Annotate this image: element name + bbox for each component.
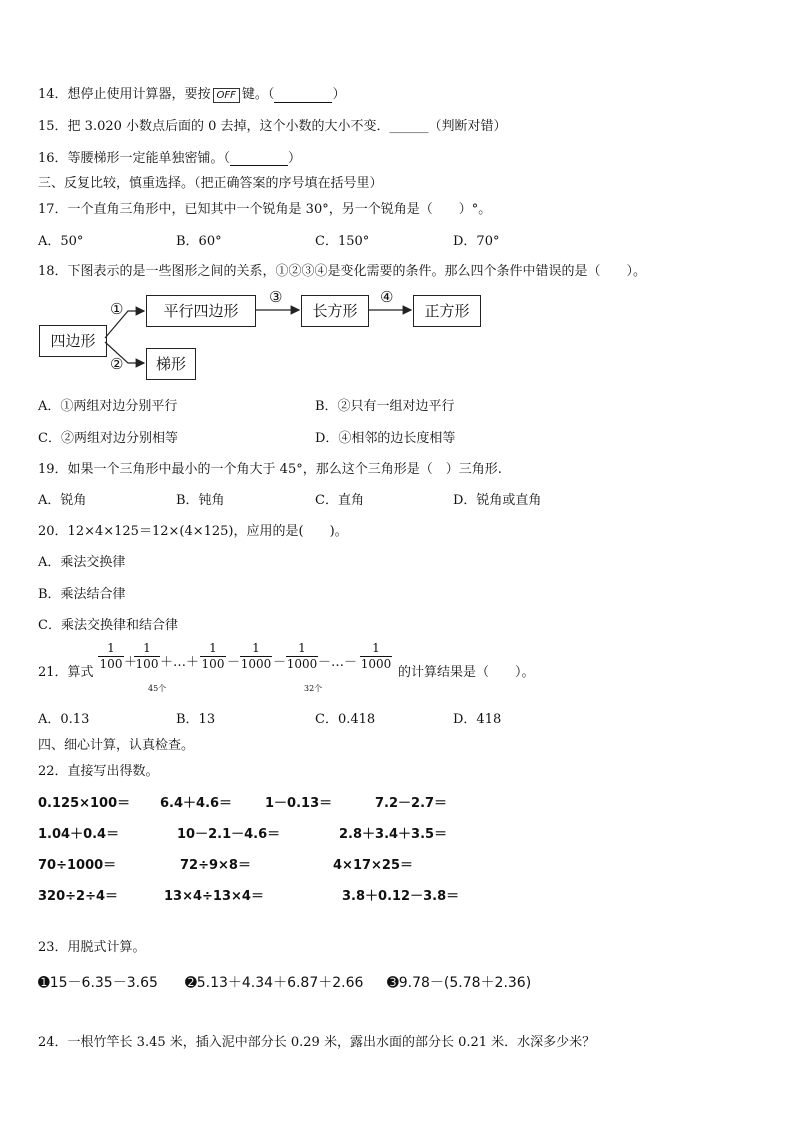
question-19: 19．如果一个三角形中最小的一个角大于 45°，那么这个三角形是（ ）三角形. — [38, 462, 502, 477]
quadrilateral-box: 四边形 — [39, 325, 107, 357]
minus-sign: － — [227, 655, 241, 670]
q21-option-a[interactable]: A．0.13 — [38, 712, 90, 727]
q19-option-c[interactable]: C．直角 — [315, 493, 364, 508]
calc-item-2: ➋5.13＋4.34＋6.87＋2.66 — [185, 975, 364, 991]
count-label-45: 45个 — [148, 684, 167, 693]
ellipsis: ＋…＋ — [160, 655, 200, 670]
q20-option-c[interactable]: C．乘法交换律和结合律 — [38, 618, 178, 633]
section-3-title: 三、反复比较，慎重选择。（把正确答案的序号填在括号里） — [38, 176, 383, 191]
q17-option-a[interactable]: A．50° — [38, 234, 84, 249]
calc-item: 3.8＋0.12－3.8＝ — [342, 889, 460, 904]
calc-item: 10－2.1－4.6＝ — [177, 827, 281, 842]
condition-3-label: ③ — [269, 288, 283, 306]
q20-option-b[interactable]: B．乘法结合律 — [38, 587, 126, 602]
fraction-6: $\frac{1}{1000}$ — [360, 641, 392, 671]
calc-item: 7.2－2.7＝ — [375, 796, 448, 811]
fraction-3: $\frac{1}{100}$ — [201, 641, 225, 671]
calc-item: 13×4÷13×4＝ — [164, 889, 264, 904]
q19-option-a[interactable]: A．锐角 — [38, 493, 87, 508]
q19-option-b[interactable]: B．钝角 — [176, 493, 225, 508]
question-16-end: ） — [288, 151, 302, 166]
square-box: 正方形 — [413, 295, 481, 327]
ellipsis: －…－ — [318, 655, 358, 670]
plus-sign: ＋ — [124, 655, 138, 670]
parallelogram-box: 平行四边形 — [146, 295, 256, 327]
calc-item: 70÷1000＝ — [38, 858, 117, 873]
diagram-arrows — [0, 0, 794, 400]
fraction-1: $\frac{1}{100}$ — [99, 641, 123, 671]
question-21-suffix: 的计算结果是（ ）。 — [398, 665, 535, 680]
question-24: 24．一根竹竿长 3.45 米，插入泥中部分长 0.29 米，露出水面的部分长 0.21 米．水深多少米？ — [38, 1035, 596, 1050]
minus-sign: － — [273, 655, 287, 670]
q21-option-d[interactable]: D．418 — [453, 712, 502, 727]
question-14-suffix: 键。（ — [241, 87, 275, 102]
question-20: 20．12×4×125＝12×(4×125)，应用的是( )。 — [38, 524, 348, 539]
calc-item-3: ➌9.78－(5.78＋2.36) — [387, 975, 532, 991]
q19-option-d[interactable]: D．锐角或直角 — [453, 493, 542, 508]
fraction-4: $\frac{1}{1000}$ — [240, 641, 272, 671]
count-label-32: 32个 — [304, 684, 323, 693]
q17-option-d[interactable]: D．70° — [453, 234, 500, 249]
fraction-2: $\frac{1}{100}$ — [135, 641, 159, 671]
q21-option-c[interactable]: C．0.418 — [315, 712, 376, 727]
condition-1-label: ① — [110, 300, 124, 318]
question-18: 18．下图表示的是一些图形之间的关系，①②③④是变化需要的条件。那么四个条件中错误的是（ ）。 — [38, 264, 647, 279]
calc-item: 2.8＋3.4＋3.5＝ — [339, 827, 448, 842]
question-17: 17．一个直角三角形中，已知其中一个锐角是 30°，另一个锐角是（ ）°。 — [38, 202, 492, 217]
q17-option-b[interactable]: B．60° — [176, 234, 222, 249]
q18-option-d[interactable]: D．④相邻的边长度相等 — [315, 431, 456, 446]
condition-4-label: ④ — [380, 288, 394, 306]
condition-2-label: ② — [110, 355, 124, 373]
fraction-5: $\frac{1}{1000}$ — [286, 641, 318, 671]
q21-option-b[interactable]: B．13 — [176, 712, 216, 727]
q20-option-a[interactable]: A．乘法交换律 — [38, 555, 126, 570]
calc-item: 72÷9×8＝ — [180, 858, 251, 873]
q18-option-b[interactable]: B．②只有一组对边平行 — [315, 399, 455, 414]
calc-item: 4×17×25＝ — [333, 858, 414, 873]
calc-item: 320÷2÷4＝ — [38, 889, 119, 904]
section-4-title: 四、细心计算，认真检查。 — [38, 738, 195, 753]
calc-item: 6.4＋4.6＝ — [160, 796, 233, 811]
question-23: 23．用脱式计算。 — [38, 940, 146, 955]
question-14-end: ） — [332, 87, 346, 102]
rectangle-box: 长方形 — [301, 295, 369, 327]
q18-option-a[interactable]: A．①两组对边分别平行 — [38, 399, 178, 414]
q18-option-c[interactable]: C．②两组对边分别相等 — [38, 431, 178, 446]
question-22: 22．直接写出得数。 — [38, 764, 159, 779]
calc-item: 0.125×100＝ — [38, 796, 131, 811]
question-14-text: 14．想停止使用计算器，要按 — [38, 87, 211, 102]
question-15: 15．把 3.020 小数点后面的 0 去掉，这个小数的大小不变．______（判断对错） — [38, 119, 507, 134]
off-key-icon: OFF — [213, 88, 240, 103]
calc-item: 1.04＋0.4＝ — [38, 827, 120, 842]
calc-item-1: ➊15－6.35－3.65 — [38, 975, 158, 991]
question-21-prefix: 21．算式 — [38, 665, 94, 680]
question-16-text: 16．等腰梯形一定能单独密铺。（ — [38, 151, 231, 166]
q17-option-c[interactable]: C．150° — [315, 234, 370, 249]
calc-item: 1－0.13＝ — [265, 796, 333, 811]
trapezoid-box: 梯形 — [146, 348, 196, 380]
